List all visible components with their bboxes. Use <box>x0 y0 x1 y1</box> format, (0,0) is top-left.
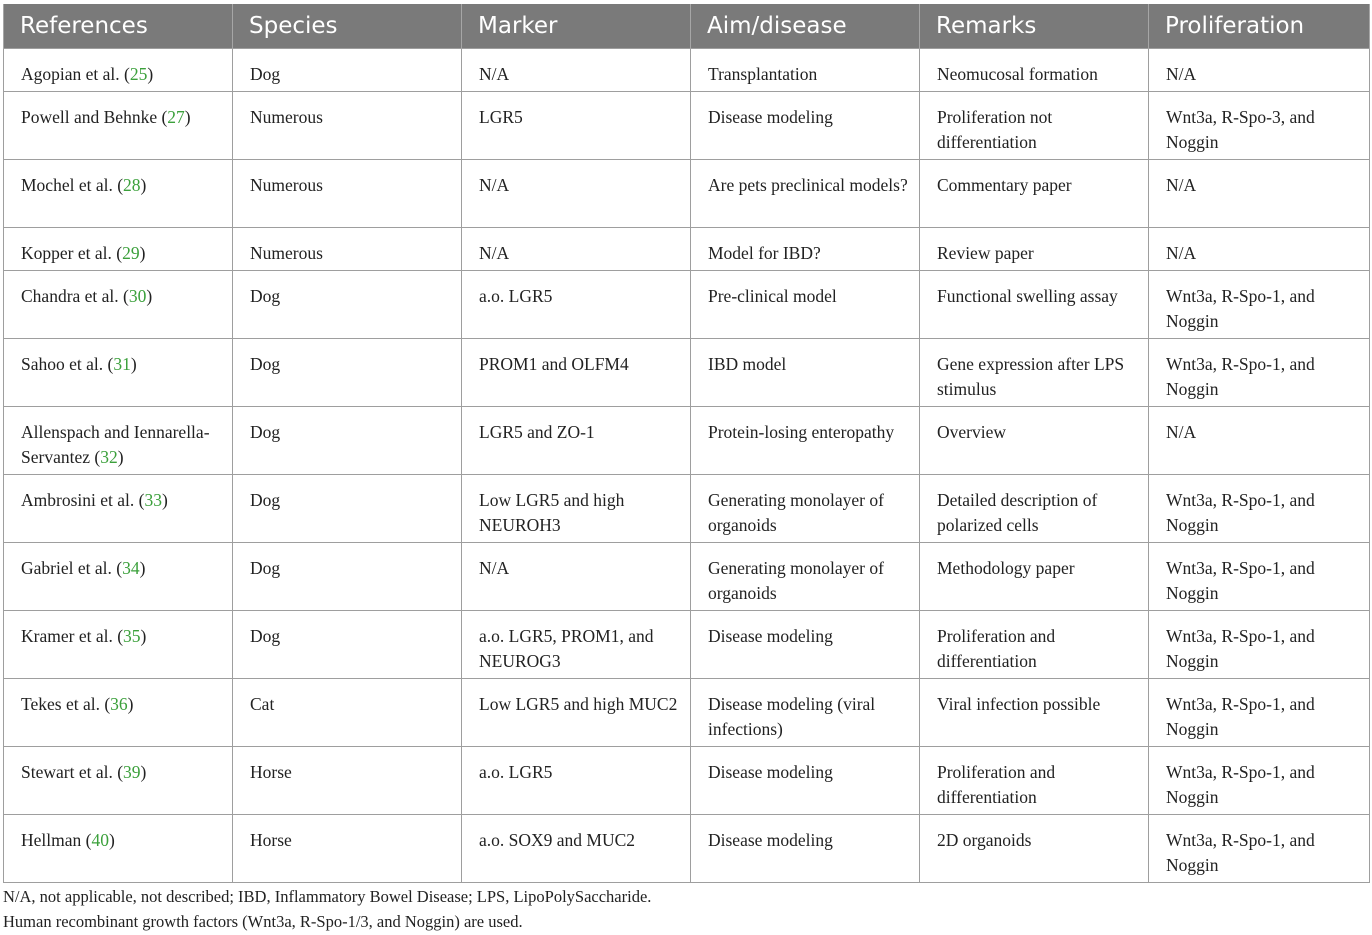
marker-cell: N/A <box>462 159 691 227</box>
header-species: Species <box>233 4 462 48</box>
reference-cell <box>4 406 233 474</box>
table-row <box>4 542 1370 610</box>
table-row <box>4 746 1370 814</box>
remarks-cell: Methodology paper <box>920 542 1149 610</box>
remarks-cell: Functional swelling assay <box>920 270 1149 338</box>
species-cell: Numerous <box>233 227 462 270</box>
species-cell: Dog <box>233 474 462 542</box>
reference-text: Hellman ( <box>21 829 92 850</box>
header-row <box>4 4 1370 48</box>
reference-link[interactable]: 31 <box>113 353 131 374</box>
reference-link[interactable]: 27 <box>167 106 185 127</box>
marker-cell: a.o. LGR5 <box>462 746 691 814</box>
reference-cell <box>4 91 233 159</box>
aim-cell: IBD model <box>691 338 920 406</box>
reference-text: Kramer et al. ( <box>21 625 124 646</box>
reference-cell <box>4 48 233 91</box>
aim-cell: Disease modeling <box>691 610 920 678</box>
reference-link[interactable]: 40 <box>91 829 109 850</box>
aim-cell: Are pets preclinical models? <box>691 159 920 227</box>
remarks-cell: Review paper <box>920 227 1149 270</box>
reference-link[interactable]: 35 <box>123 625 141 646</box>
proliferation-cell: N/A <box>1149 406 1370 474</box>
header-aim-disease: Aim/disease <box>691 4 920 48</box>
proliferation-cell: Wnt3a, R-Spo-1, and Noggin <box>1149 610 1370 678</box>
table-row <box>4 48 1370 91</box>
table-row <box>4 474 1370 542</box>
reference-link[interactable]: 33 <box>144 489 162 510</box>
remarks-cell: Neomucosal formation <box>920 48 1149 91</box>
table-row <box>4 270 1370 338</box>
proliferation-cell: N/A <box>1149 48 1370 91</box>
aim-cell: Disease modeling <box>691 814 920 882</box>
proliferation-cell: Wnt3a, R-Spo-3, and Noggin <box>1149 91 1370 159</box>
marker-cell: a.o. LGR5, PROM1, and NEUROG3 <box>462 610 691 678</box>
reference-close: ) <box>139 242 146 263</box>
species-cell: Dog <box>233 610 462 678</box>
reference-close: ) <box>139 557 146 578</box>
proliferation-cell: Wnt3a, R-Spo-1, and Noggin <box>1149 814 1370 882</box>
footnote-abbreviations: N/A, not applicable, not described; IBD, Inflammatory Bowel Disease; LPS, LipoPolySaccharide. <box>3 887 652 906</box>
remarks-cell: Viral infection possible <box>920 678 1149 746</box>
reference-cell <box>4 474 233 542</box>
aim-cell: Transplantation <box>691 48 920 91</box>
aim-cell: Protein-losing enteropathy <box>691 406 920 474</box>
reference-cell <box>4 610 233 678</box>
species-cell: Dog <box>233 338 462 406</box>
reference-close: ) <box>140 761 147 782</box>
reference-link[interactable]: 30 <box>128 285 147 306</box>
proliferation-cell: N/A <box>1149 159 1370 227</box>
reference-text: Mochel et al. ( <box>21 174 124 195</box>
reference-cell <box>4 746 233 814</box>
species-cell: Dog <box>233 270 462 338</box>
marker-cell: LGR5 and ZO-1 <box>462 406 691 474</box>
proliferation-cell: Wnt3a, R-Spo-1, and Noggin <box>1149 338 1370 406</box>
reference-close: ) <box>127 693 134 714</box>
table-row <box>4 610 1370 678</box>
marker-cell: N/A <box>462 542 691 610</box>
species-cell: Numerous <box>233 91 462 159</box>
reference-close: ) <box>108 829 115 850</box>
table-row <box>4 338 1370 406</box>
proliferation-cell: Wnt3a, R-Spo-1, and Noggin <box>1149 678 1370 746</box>
species-cell: Horse <box>233 814 462 882</box>
proliferation-cell: Wnt3a, R-Spo-1, and Noggin <box>1149 270 1370 338</box>
aim-cell: Generating monolayer of organoids <box>691 474 920 542</box>
reference-close: ) <box>140 625 147 646</box>
reference-cell <box>4 542 233 610</box>
marker-cell: a.o. LGR5 <box>462 270 691 338</box>
remarks-cell: Proliferation and differentiation <box>920 610 1149 678</box>
reference-text: Stewart et al. ( <box>21 761 124 782</box>
reference-link[interactable]: 25 <box>129 63 148 84</box>
proliferation-cell: Wnt3a, R-Spo-1, and Noggin <box>1149 474 1370 542</box>
aim-cell: Disease modeling <box>691 746 920 814</box>
table-footnotes <box>3 884 651 934</box>
header-references: References <box>4 4 233 48</box>
reference-text: Gabriel et al. ( <box>21 557 123 578</box>
reference-close: ) <box>146 285 153 306</box>
reference-cell <box>4 270 233 338</box>
reference-link[interactable]: 34 <box>122 557 140 578</box>
table-row <box>4 227 1370 270</box>
table-row <box>4 159 1370 227</box>
header-marker: Marker <box>462 4 691 48</box>
header-remarks: Remarks <box>920 4 1149 48</box>
reference-cell <box>4 678 233 746</box>
reference-cell <box>4 227 233 270</box>
marker-cell: a.o. SOX9 and MUC2 <box>462 814 691 882</box>
reference-close: ) <box>161 489 168 510</box>
reference-link[interactable]: 39 <box>123 761 141 782</box>
remarks-cell: Detailed description of polarized cells <box>920 474 1149 542</box>
marker-cell: N/A <box>462 48 691 91</box>
remarks-cell: 2D organoids <box>920 814 1149 882</box>
reference-text: Ambrosini et al. ( <box>21 489 145 510</box>
reference-cell <box>4 159 233 227</box>
reference-cell <box>4 814 233 882</box>
table-row <box>4 678 1370 746</box>
reference-link[interactable]: 36 <box>110 693 128 714</box>
reference-close: ) <box>117 446 124 467</box>
proliferation-cell: Wnt3a, R-Spo-1, and Noggin <box>1149 746 1370 814</box>
remarks-cell: Gene expression after LPS stimulus <box>920 338 1149 406</box>
reference-close: ) <box>147 63 154 84</box>
marker-cell: LGR5 <box>462 91 691 159</box>
species-cell: Numerous <box>233 159 462 227</box>
proliferation-cell: N/A <box>1149 227 1370 270</box>
species-cell: Dog <box>233 406 462 474</box>
reference-link[interactable]: 29 <box>122 242 140 263</box>
footnote-growth-factors: Human recombinant growth factors (Wnt3a, R-Spo-1/3, and Noggin) are used. <box>3 912 523 931</box>
table-row <box>4 406 1370 474</box>
reference-text: Sahoo et al. ( <box>21 353 114 374</box>
reference-close: ) <box>130 353 137 374</box>
remarks-cell: Overview <box>920 406 1149 474</box>
aim-cell: Pre-clinical model <box>691 270 920 338</box>
aim-cell: Disease modeling <box>691 91 920 159</box>
species-cell: Horse <box>233 746 462 814</box>
header-proliferation: Proliferation <box>1149 4 1370 48</box>
remarks-cell: Proliferation and differentiation <box>920 746 1149 814</box>
references-table <box>3 4 1370 883</box>
marker-cell: Low LGR5 and high MUC2 <box>462 678 691 746</box>
aim-cell: Disease modeling (viral infections) <box>691 678 920 746</box>
reference-close: ) <box>184 106 191 127</box>
reference-text: Powell and Behnke ( <box>21 106 168 127</box>
species-cell: Dog <box>233 48 462 91</box>
aim-cell: Model for IBD? <box>691 227 920 270</box>
reference-text: Allenspach and Iennarella-Servantez ( <box>21 421 210 467</box>
reference-link[interactable]: 32 <box>100 446 118 467</box>
proliferation-cell: Wnt3a, R-Spo-1, and Noggin <box>1149 542 1370 610</box>
aim-cell: Generating monolayer of organoids <box>691 542 920 610</box>
table-row <box>4 91 1370 159</box>
reference-link[interactable]: 28 <box>123 174 141 195</box>
table-row <box>4 814 1370 882</box>
species-cell: Cat <box>233 678 462 746</box>
remarks-cell: Commentary paper <box>920 159 1149 227</box>
marker-cell: Low LGR5 and high NEUROH3 <box>462 474 691 542</box>
reference-text: Chandra et al. ( <box>21 285 129 306</box>
reference-close: ) <box>140 174 147 195</box>
reference-cell <box>4 338 233 406</box>
reference-text: Kopper et al. ( <box>21 242 123 263</box>
species-cell: Dog <box>233 542 462 610</box>
reference-text: Agopian et al. ( <box>21 63 130 84</box>
marker-cell: N/A <box>462 227 691 270</box>
marker-cell: PROM1 and OLFM4 <box>462 338 691 406</box>
reference-text: Tekes et al. ( <box>21 693 111 714</box>
remarks-cell: Proliferation not differentiation <box>920 91 1149 159</box>
